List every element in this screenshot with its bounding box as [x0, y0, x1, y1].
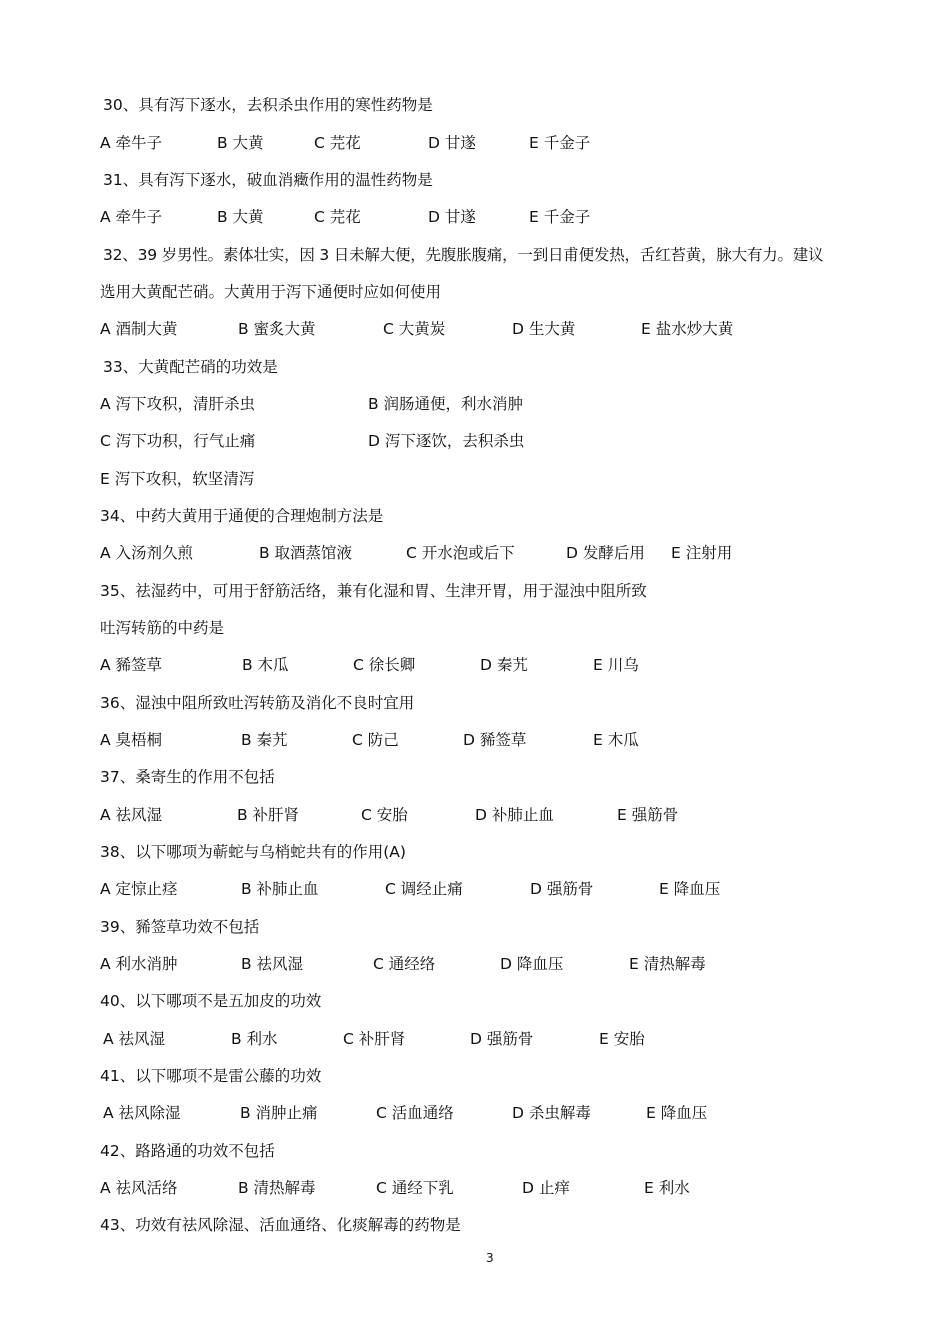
- question-35-continued: 吐泻转筋的中药是: [100, 619, 225, 637]
- option-b: B 木瓜: [242, 656, 289, 674]
- option-c: C 徐长卿: [353, 656, 416, 674]
- option-b: B 取酒蒸馆液: [259, 544, 353, 562]
- option-a: A 泻下攻积，清肝杀虫: [100, 395, 256, 413]
- option-a: A 祛风活络: [100, 1179, 178, 1197]
- option-c: C 补肝肾: [343, 1030, 406, 1048]
- option-e: E 注射用: [671, 544, 733, 562]
- option-c: C 泻下功积，行气止痛: [100, 432, 256, 450]
- option-a: A 利水消肿: [100, 955, 178, 973]
- option-e: E 强筋骨: [617, 806, 679, 824]
- option-b: B 祛风湿: [241, 955, 304, 973]
- question-32: 32、39 岁男性。素体壮实，因 3 日未解大便，先腹胀腹痛，一到日甫便发热，舌红苔黄，脉大有力。建议: [103, 246, 824, 264]
- option-c: C 通经下乳: [376, 1179, 454, 1197]
- option-d: D 杀虫解毒: [512, 1104, 591, 1122]
- option-b: B 清热解毒: [238, 1179, 316, 1197]
- option-d: D 泻下逐饮，去积杀虫: [368, 432, 525, 450]
- question-34: 34、中药大黄用于通便的合理炮制方法是: [100, 507, 384, 525]
- question-43: 43、功效有祛风除湿、活血通络、化痰解毒的药物是: [100, 1216, 461, 1234]
- option-d: D 强筋骨: [470, 1030, 534, 1048]
- option-a: A 祛风湿: [100, 806, 163, 824]
- option-d: D 止痒: [522, 1179, 570, 1197]
- option-e: E 木瓜: [593, 731, 639, 749]
- option-a: A 酒制大黄: [100, 320, 178, 338]
- question-41: 41、以下哪项不是雷公藤的功效: [100, 1067, 322, 1085]
- option-e: E 盐水炒大黄: [641, 320, 734, 338]
- option-a: A 定惊止痉: [100, 880, 178, 898]
- option-d: D 甘遂: [428, 134, 476, 152]
- option-a: A 祛风除湿: [103, 1104, 181, 1122]
- option-d: D 降血压: [500, 955, 564, 973]
- option-d: D 甘遂: [428, 208, 476, 226]
- option-e: E 川乌: [593, 656, 639, 674]
- option-b: B 润肠通便，利水消肿: [368, 395, 524, 413]
- option-b: B 消肿止痛: [240, 1104, 318, 1122]
- option-c: C 活血通络: [376, 1104, 454, 1122]
- option-b: B 补肺止血: [241, 880, 319, 898]
- page-number: 3: [486, 1251, 494, 1265]
- question-37: 37、桑寄生的作用不包括: [100, 768, 275, 786]
- question-39: 39、豨签草功效不包括: [100, 918, 260, 936]
- option-e: E 清热解毒: [629, 955, 706, 973]
- option-b: B 大黄: [217, 208, 264, 226]
- option-e: E 千金子: [529, 134, 591, 152]
- option-e: E 降血压: [646, 1104, 708, 1122]
- option-c: C 芫花: [314, 134, 361, 152]
- option-d: D 豨签草: [463, 731, 527, 749]
- option-d: D 秦艽: [480, 656, 528, 674]
- option-b: B 补肝肾: [237, 806, 300, 824]
- option-b: B 大黄: [217, 134, 264, 152]
- question-36: 36、湿浊中阻所致吐泻转筋及消化不良时宜用: [100, 694, 415, 712]
- option-c: C 调经止痛: [385, 880, 463, 898]
- option-c: C 通经络: [373, 955, 436, 973]
- option-a: A 牵牛子: [100, 134, 163, 152]
- option-a: A 豨签草: [100, 656, 163, 674]
- option-e: E 利水: [644, 1179, 690, 1197]
- option-e: E 泻下攻积，软坚清泻: [100, 470, 255, 488]
- option-d: D 发酵后用: [566, 544, 645, 562]
- question-32-continued: 选用大黄配芒硝。大黄用于泻下通便时应如何使用: [100, 283, 442, 301]
- option-c: C 大黄炭: [383, 320, 446, 338]
- option-d: D 补肺止血: [475, 806, 554, 824]
- question-40: 40、以下哪项不是五加皮的功效: [100, 992, 322, 1010]
- option-c: C 芫花: [314, 208, 361, 226]
- option-e: E 千金子: [529, 208, 591, 226]
- option-b: B 秦艽: [241, 731, 288, 749]
- question-31: 31、具有泻下逐水，破血消癥作用的温性药物是: [103, 171, 433, 189]
- option-d: D 强筋骨: [530, 880, 594, 898]
- option-b: B 蜜炙大黄: [238, 320, 316, 338]
- option-d: D 生大黄: [512, 320, 576, 338]
- option-c: C 开水泡或后下: [406, 544, 515, 562]
- option-a: A 祛风湿: [103, 1030, 166, 1048]
- option-c: C 安胎: [361, 806, 408, 824]
- question-38: 38、以下哪项为蕲蛇与乌梢蛇共有的作用(A): [100, 843, 406, 861]
- option-a: A 牵牛子: [100, 208, 163, 226]
- question-42: 42、路路通的功效不包括: [100, 1142, 275, 1160]
- option-b: B 利水: [231, 1030, 278, 1048]
- question-35: 35、祛湿药中，可用于舒筋活络，兼有化湿和胃、生津开胃，用于湿浊中阻所致: [100, 582, 647, 600]
- option-e: E 安胎: [599, 1030, 645, 1048]
- question-33: 33、大黄配芒硝的功效是: [103, 358, 278, 376]
- option-a: A 入汤剂久煎: [100, 544, 194, 562]
- option-e: E 降血压: [659, 880, 721, 898]
- option-c: C 防己: [352, 731, 399, 749]
- question-30: 30、具有泻下逐水，去积杀虫作用的寒性药物是: [103, 96, 433, 114]
- option-a: A 臭梧桐: [100, 731, 163, 749]
